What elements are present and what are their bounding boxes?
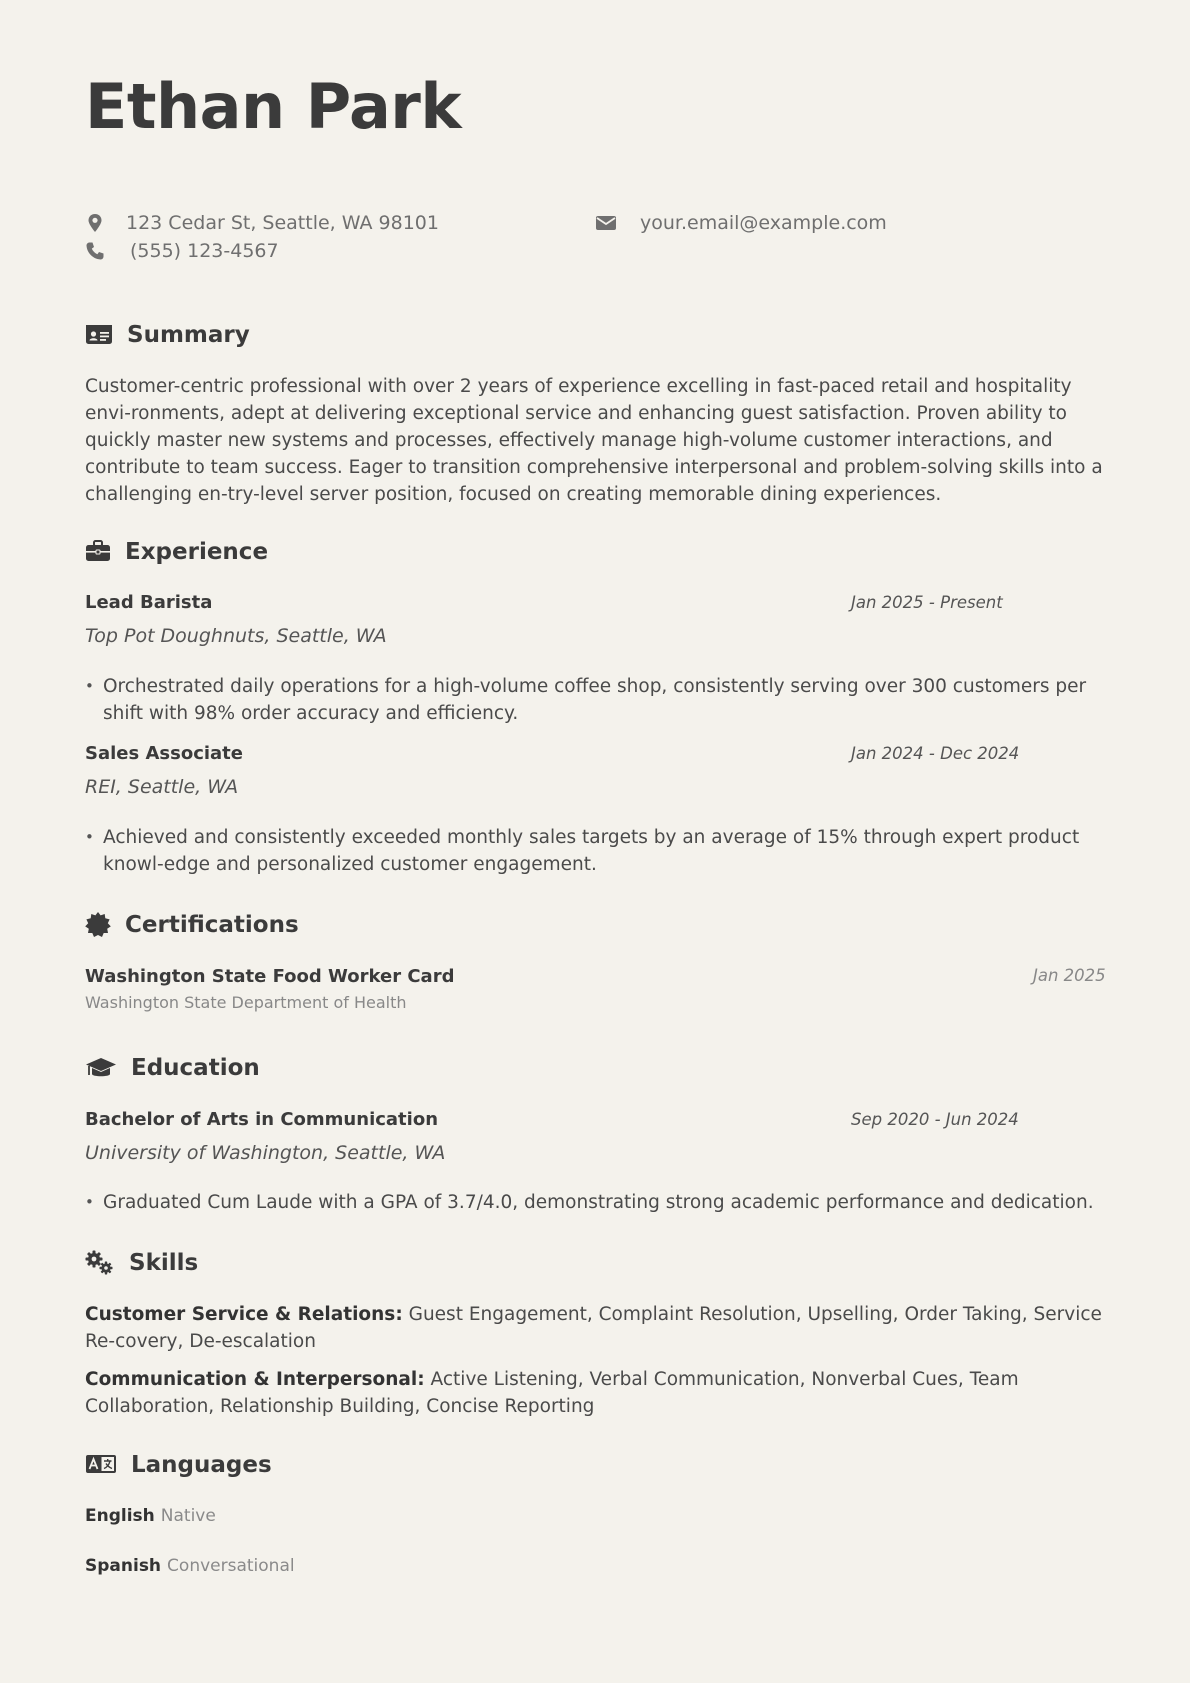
language-name: English: [85, 1506, 155, 1526]
skill-category: Communication & Interpersonal:: [85, 1369, 425, 1390]
job-date: Jan 2024 - Dec 2024: [851, 744, 1020, 763]
languages-heading: [85, 1452, 272, 1478]
certification-date: Jan 2025: [1033, 966, 1106, 985]
job-date: Jan 2025 - Present: [851, 593, 1003, 612]
education-title: Education: [131, 1055, 260, 1081]
job-bullet: • Achieved and consistently exceeded monthly sales targets by an average of 15% through expert product knowl-edge and personalized customer engagement.: [85, 824, 1107, 878]
graduation-cap-icon: [85, 1055, 117, 1081]
languages-title: Languages: [131, 1452, 272, 1478]
certifications-title: Certifications: [125, 912, 299, 938]
phone-text: (555) 123-4567: [130, 240, 279, 262]
summary-text: Customer-centric professional with over 2 years of experience excelling in fast-paced retail and hospitality envi-ronments, adept at delivering exceptional service and enhancing guest satisfaction. Proven ability to quickly master new systems and processes, effectively manage high-volume customer interactions, and contribute to team success. Eager to transition comprehensive interpersonal and problem-solving skills into a challenging en-try-level server position, focused on creating memorable dining experiences.: [85, 376, 1103, 505]
briefcase-icon: [85, 539, 111, 565]
summary-heading: [85, 322, 250, 348]
contact-email: [595, 212, 887, 234]
badge-icon: [85, 912, 111, 938]
summary-title: Summary: [127, 322, 250, 348]
candidate-name: Ethan Park: [85, 70, 462, 143]
address-text: 123 Cedar St, Seattle, WA 98101: [126, 212, 439, 234]
skills-title: Skills: [129, 1250, 199, 1276]
education-date: Sep 2020 - Jun 2024: [851, 1110, 1019, 1129]
job-title: Sales Associate: [85, 743, 243, 764]
language-name: Spanish: [85, 1556, 162, 1576]
job-org: Top Pot Doughnuts, Seattle, WA: [85, 625, 387, 647]
language-level: Conversational: [167, 1556, 295, 1576]
skill-items: Guest Engagement, Complaint Resolution, Upselling, Order Taking, Service Re-covery, De-escalation: [85, 1304, 1102, 1352]
phone-icon: [85, 241, 105, 261]
job-org: REI, Seattle, WA: [85, 776, 239, 798]
school-name: University of Washington, Seattle, WA: [85, 1142, 446, 1164]
skill-category: Customer Service & Relations:: [85, 1304, 403, 1325]
certification-title: Washington State Food Worker Card: [85, 966, 455, 987]
experience-title: Experience: [125, 539, 269, 565]
skill-group: [85, 1366, 1107, 1420]
skills-heading: [85, 1250, 198, 1276]
envelope-icon: [595, 213, 617, 233]
language-item: [85, 1556, 295, 1576]
contact-phone: [85, 240, 279, 262]
certifications-heading: [85, 912, 299, 938]
language-level: Native: [160, 1506, 216, 1526]
id-card-icon: [85, 322, 113, 348]
skill-items: Active Listening, Verbal Communication, Nonverbal Cues, Team Collaboration, Relationship Building, Concise Reporting: [85, 1369, 1019, 1417]
email-link[interactable]: your.email@example.com: [640, 212, 887, 234]
language-item: [85, 1506, 216, 1526]
education-heading: [85, 1055, 260, 1081]
education-bullet: • Graduated Cum Laude with a GPA of 3.7/4.0, demonstrating strong academic performance and dedication.: [85, 1189, 1107, 1216]
language-icon: [85, 1452, 117, 1478]
map-pin-icon: [85, 213, 105, 233]
contact-address: [85, 212, 439, 234]
job-title: Lead Barista: [85, 592, 213, 613]
gears-icon: [85, 1250, 115, 1276]
job-bullet: • Orchestrated daily operations for a high-volume coffee shop, consistently serving over 300 customers per shift with 98% order accuracy and efficiency.: [85, 673, 1107, 727]
certification-issuer: Washington State Department of Health: [85, 993, 407, 1012]
skill-group: [85, 1301, 1107, 1355]
degree-title: Bachelor of Arts in Communication: [85, 1109, 439, 1130]
experience-heading: [85, 539, 268, 565]
